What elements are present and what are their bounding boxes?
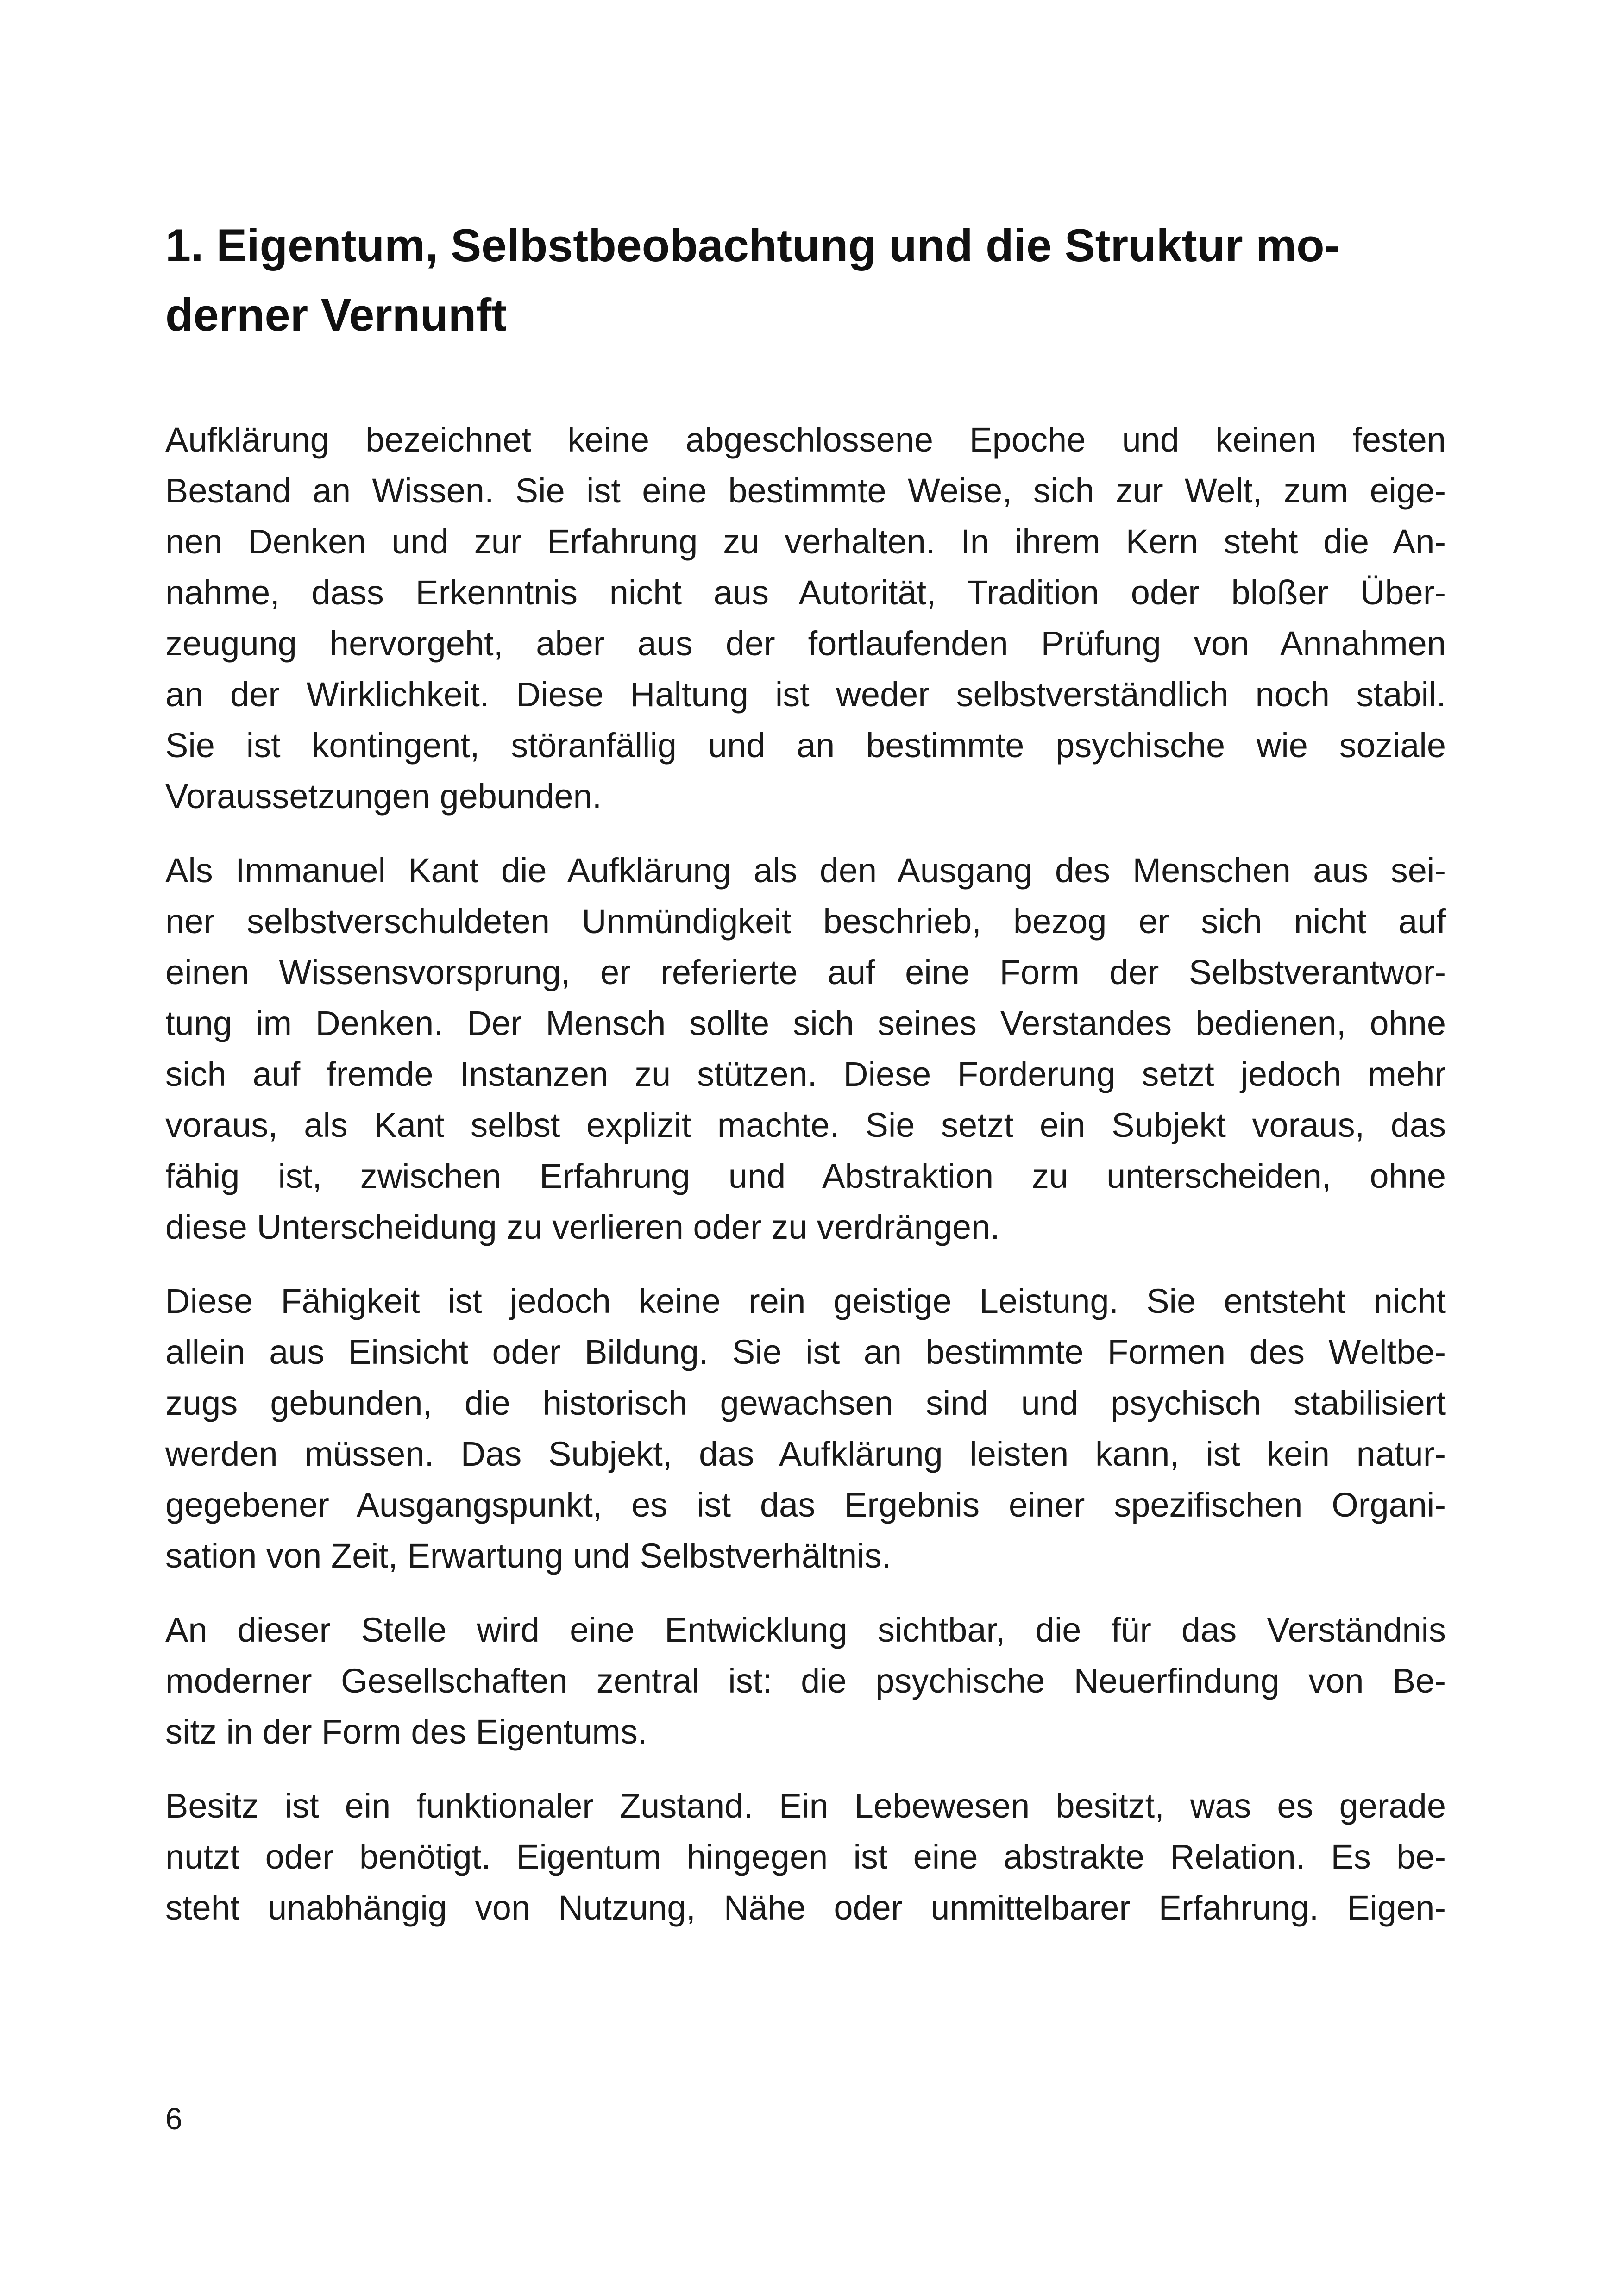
text-line: Sie ist kontingent, störanfällig und an bestimmte psychische wie soziale bbox=[165, 726, 1446, 765]
text-line: zeugung hervorgeht, aber aus der fortlaufenden Prüfung von Annahmen bbox=[165, 624, 1446, 663]
text-line: Als Immanuel Kant die Aufklärung als den Ausgang des Menschen aus sei- bbox=[165, 851, 1446, 890]
text-line: Voraussetzungen gebunden. bbox=[165, 777, 602, 816]
text-line: zugs gebunden, die historisch gewachsen sind und psychisch stabilisiert bbox=[165, 1384, 1446, 1422]
text-line: ner selbstverschuldeten Unmündigkeit beschrieb, bezog er sich nicht auf bbox=[165, 902, 1446, 941]
text-line: sich auf fremde Instanzen zu stützen. Diese Forderung setzt jedoch mehr bbox=[165, 1055, 1446, 1093]
body-text bbox=[165, 414, 1446, 1957]
text-line: einen Wissensvorsprung, er referierte auf eine Form der Selbstverantwor- bbox=[165, 953, 1446, 991]
page-number: 6 bbox=[165, 2102, 182, 2136]
chapter-heading-line: 1. Eigentum, Selbstbeobachtung und die Struktur mo- bbox=[165, 220, 1340, 271]
text-line: gegebener Ausgangspunkt, es ist das Ergebnis einer spezifischen Organi- bbox=[165, 1486, 1446, 1524]
text-line: diese Unterscheidung zu verlieren oder zu verdrängen. bbox=[165, 1208, 1000, 1246]
paragraph-4 bbox=[165, 1605, 1446, 1757]
text-line: Diese Fähigkeit ist jedoch keine rein geistige Leistung. Sie entsteht nicht bbox=[165, 1282, 1446, 1320]
text-line: steht unabhängig von Nutzung, Nähe oder unmittelbarer Erfahrung. Eigen- bbox=[165, 1888, 1446, 1927]
paragraph-1 bbox=[165, 414, 1446, 822]
text-line: an der Wirklichkeit. Diese Haltung ist weder selbstverständlich noch stabil. bbox=[165, 675, 1446, 714]
text-line: allein aus Einsicht oder Bildung. Sie ist an bestimmte Formen des Weltbe- bbox=[165, 1333, 1446, 1371]
text-line: nahme, dass Erkenntnis nicht aus Autorität, Tradition oder bloßer Über- bbox=[165, 573, 1446, 612]
text-line: Besitz ist ein funktionaler Zustand. Ein Lebewesen besitzt, was es gerade bbox=[165, 1787, 1446, 1825]
text-line: werden müssen. Das Subjekt, das Aufklärung leisten kann, ist kein natur- bbox=[165, 1435, 1446, 1473]
text-line: sation von Zeit, Erwartung und Selbstverhältnis. bbox=[165, 1537, 892, 1575]
text-line: Bestand an Wissen. Sie ist eine bestimmte Weise, sich zur Welt, zum eige- bbox=[165, 471, 1446, 510]
text-line: tung im Denken. Der Mensch sollte sich seines Verstandes bedienen, ohne bbox=[165, 1004, 1446, 1042]
text-line: sitz in der Form des Eigentums. bbox=[165, 1713, 647, 1751]
paragraph-2 bbox=[165, 845, 1446, 1253]
text-line: Aufklärung bezeichnet keine abgeschlossene Epoche und keinen festen bbox=[165, 420, 1446, 459]
text-line: nutzt oder benötigt. Eigentum hingegen ist eine abstrakte Relation. Es be- bbox=[165, 1838, 1446, 1876]
chapter-heading bbox=[165, 211, 1458, 350]
text-line: moderner Gesellschaften zentral ist: die psychische Neuerfindung von Be- bbox=[165, 1662, 1446, 1700]
text-line: fähig ist, zwischen Erfahrung und Abstraktion zu unterscheiden, ohne bbox=[165, 1157, 1446, 1195]
chapter-heading-line: derner Vernunft bbox=[165, 289, 507, 340]
text-line: An dieser Stelle wird eine Entwicklung sichtbar, die für das Verständnis bbox=[165, 1611, 1446, 1649]
paragraph-5 bbox=[165, 1781, 1446, 1933]
text-line: nen Denken und zur Erfahrung zu verhalten. In ihrem Kern steht die An- bbox=[165, 522, 1446, 561]
text-line: voraus, als Kant selbst explizit machte. Sie setzt ein Subjekt voraus, das bbox=[165, 1106, 1446, 1144]
paragraph-3 bbox=[165, 1276, 1446, 1581]
